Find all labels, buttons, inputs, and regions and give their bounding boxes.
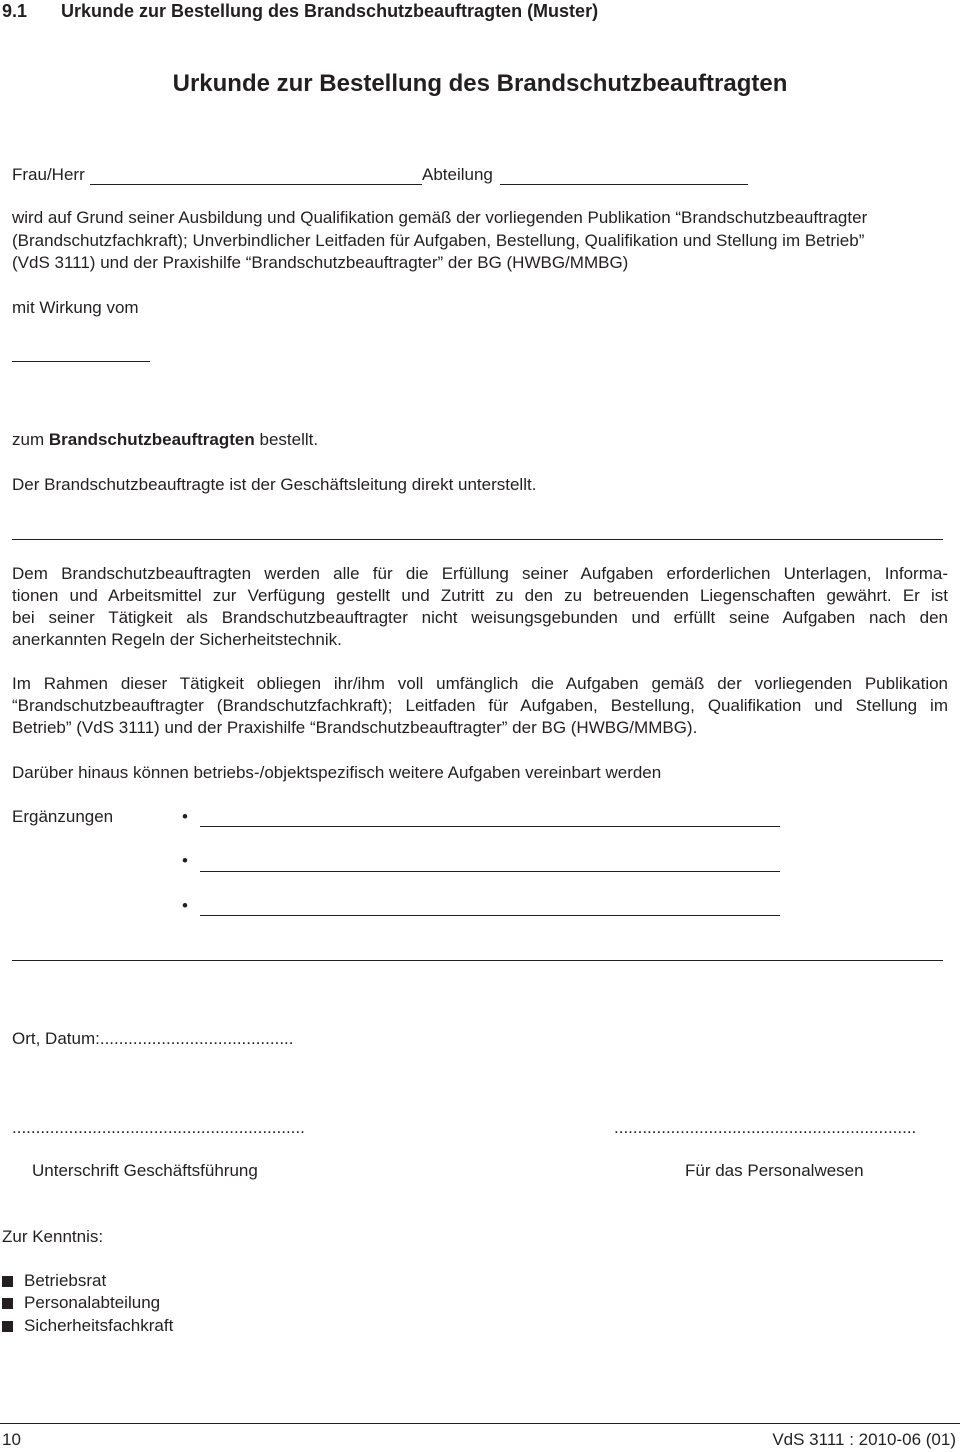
supplements-label: Ergänzungen [12,807,114,826]
text-line: (Brandschutzfachkraft); Unverbindlicher Leitfaden für Aufgaben, Bestellung, Qualifikation und Stellung im Betrieb” [12,231,865,250]
appointed-role: Brandschutzbeauftragten [48,430,255,449]
bullet-icon: • [182,896,188,915]
section-heading [2,0,599,22]
signature-label-management: Unterschrift Geschäftsführung [32,1161,258,1180]
text-line: anerkannten Regeln der Sicherheitstechnik. [12,630,342,649]
person-name-line[interactable] [90,184,422,185]
text-line: (VdS 3111) und der Praxishilfe “Brandschutzbeauftragter” der BG (HWBG/MMBG) [12,253,629,272]
text-line: “Brandschutzbeauftragter (Brandschutzfachkraft); Leitfaden für Aufgaben, Bestellung, Qualifikation und Stellung im [12,696,948,715]
appointed-text [12,429,318,451]
signature-dots-left[interactable]: .............................................................. [12,1118,305,1137]
signature-label-personnel: Für das Personalwesen [685,1161,864,1180]
appointed-pre: zum [12,430,49,449]
department-line[interactable] [500,184,748,185]
appointed-post: bestellt. [254,430,319,449]
notice-item: Sicherheitsfachkraft [24,1316,174,1335]
person-label: Frau/Herr [12,165,85,184]
reports-to-text: Der Brandschutzbeauftragte ist der Geschäftsleitung direkt unterstellt. [12,475,537,494]
divider [12,539,943,540]
footer-rule [0,1423,960,1424]
additional-tasks-text: Darüber hinaus können betriebs-/objektspezifisch weitere Aufgaben vereinbart werden [12,763,662,782]
square-bullet-icon [2,1298,13,1309]
page-title: Urkunde zur Bestellung des Brandschutzbeauftragten [172,70,788,97]
text-line: Betrieb” (VdS 3111) und der Praxishilfe “Brandschutzbeauftragter” der BG (HWBG/MMBG). [12,718,698,737]
supplement-line-3[interactable] [200,915,780,916]
text-line: bei seiner Tätigkeit als Brandschutzbeauftragter nicht weisungsgebunden und erfüllt seine Aufgaben nach den [12,608,948,627]
place-date-field[interactable]: Ort, Datum:......................................... [12,1029,294,1048]
divider [12,960,943,961]
bullet-icon: • [182,851,188,870]
section-title: Urkunde zur Bestellung des Brandschutzbeauftragten (Muster) [61,1,599,21]
text-line: tionen und Arbeitsmittel zur Verfügung gestellt und Zutritt zu den zu betreuenden Liegenschaften gewährt. Er ist [12,586,948,605]
signature-dots-right[interactable]: ................................................................ [614,1118,917,1137]
notice-label: Zur Kenntnis: [2,1227,104,1246]
square-bullet-icon [2,1276,13,1287]
text-line: Im Rahmen dieser Tätigkeit obliegen ihr/ihm voll umfänglich die Aufgaben gemäß der vorliegenden Publikation [12,674,948,693]
supplement-line-1[interactable] [200,826,780,827]
bullet-icon: • [182,807,188,826]
section-number: 9.1 [2,1,28,21]
supplement-line-2[interactable] [200,871,780,872]
text-line: wird auf Grund seiner Ausbildung und Qualifikation gemäß der vorliegenden Publikation “Brandschutzbeauftragter [12,208,868,227]
page-number: 10 [2,1430,21,1449]
notice-item: Betriebsrat [24,1271,107,1290]
effective-date-line[interactable] [12,361,150,362]
notice-item: Personalabteilung [24,1293,161,1312]
text-line: Dem Brandschutzbeauftragten werden alle für die Erfüllung seiner Aufgaben erforderlichen Unterlagen, Informa- [12,564,948,583]
department-label: Abteilung [422,165,493,184]
square-bullet-icon [2,1321,13,1332]
document-reference: VdS 3111 : 2010-06 (01) [772,1430,956,1449]
effective-label: mit Wirkung vom [12,298,139,317]
